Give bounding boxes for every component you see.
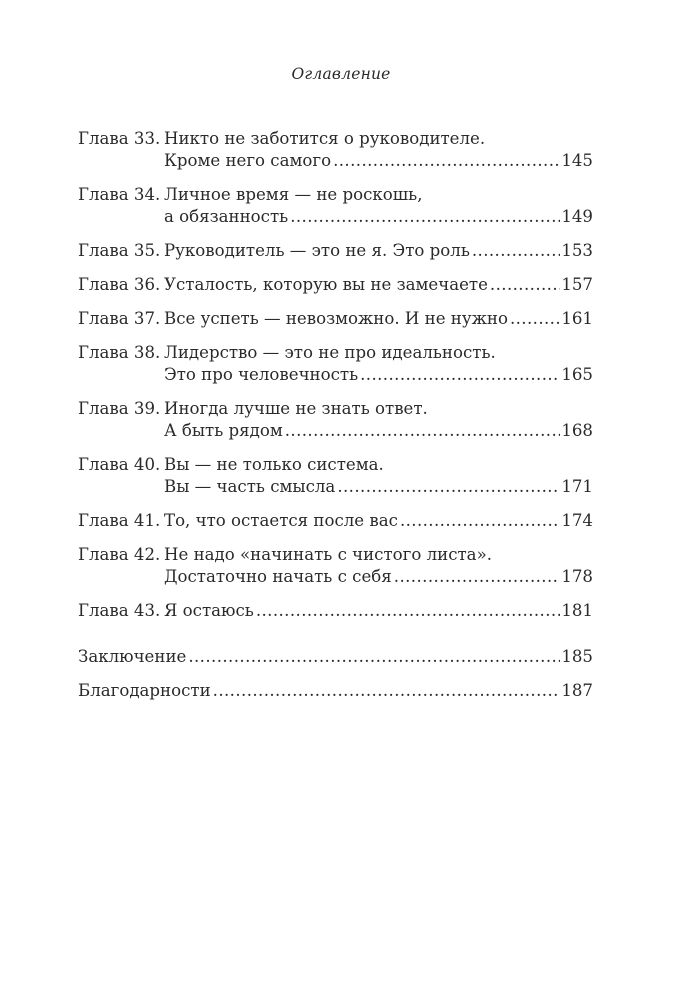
toc-entry: [78, 544, 593, 588]
toc-entry-conclusion: [78, 646, 593, 668]
dot-leader: [400, 510, 560, 532]
chapter-title: Достаточно начать с себя: [164, 567, 392, 586]
chapter-title: а обязанность: [164, 207, 289, 226]
chapter-number: Глава 39.: [78, 399, 161, 418]
toc-entry: [78, 454, 593, 498]
chapter-title: Иногда лучше не знать ответ.: [164, 399, 428, 418]
running-head: Оглавление: [291, 65, 391, 83]
toc-entry: [78, 510, 593, 532]
dot-leader: [285, 420, 561, 442]
chapter-title: Вы — часть смысла: [164, 477, 336, 496]
page-number: 185: [561, 647, 593, 666]
dot-leader: [360, 364, 560, 386]
page-number: 149: [561, 207, 593, 226]
dot-leader: [213, 680, 561, 702]
chapter-number: Глава 38.: [78, 343, 161, 362]
dot-leader: [256, 600, 561, 622]
chapter-number: Глава 40.: [78, 455, 161, 474]
toc-entry: [78, 128, 593, 172]
toc-entry: [78, 342, 593, 386]
chapter-title: Вы — не только система.: [164, 455, 384, 474]
chapter-title: Усталость, которую вы не замечаете: [164, 275, 488, 294]
dot-leader: [290, 206, 560, 228]
toc-entry: [78, 274, 593, 296]
page-number: 165: [561, 365, 593, 384]
page-number: 187: [561, 681, 593, 700]
dot-leader: [394, 566, 561, 588]
toc-entry: [78, 398, 593, 442]
dot-leader: [333, 150, 560, 172]
toc-entry: [78, 308, 593, 330]
chapter-title: А быть рядом: [164, 421, 283, 440]
dot-leader: [188, 646, 560, 668]
page-number: 181: [561, 601, 593, 620]
chapter-title: Руководитель — это не я. Это роль: [164, 241, 470, 260]
section-title: Заключение: [78, 647, 187, 666]
toc-entry: [78, 240, 593, 262]
chapter-number: Глава 43.: [78, 601, 161, 620]
dot-leader: [490, 274, 560, 296]
chapter-number: Глава 33.: [78, 129, 161, 148]
chapter-title: То, что остается после вас: [164, 511, 398, 530]
chapter-title: Лидерство — это не про идеальность.: [164, 343, 496, 362]
chapter-title: Все успеть — невозможно. И не нужно: [164, 309, 508, 328]
chapter-number: Глава 35.: [78, 241, 161, 260]
toc-entry-acknowledgements: [78, 680, 593, 702]
page-number: 171: [561, 477, 593, 496]
section-title: Благодарности: [78, 681, 211, 700]
chapter-title: Личное время — не роскошь,: [164, 185, 423, 204]
chapter-title: Это про человечность: [164, 365, 359, 384]
chapter-number: Глава 42.: [78, 545, 161, 564]
chapter-number: Глава 36.: [78, 275, 161, 294]
chapter-title: Не надо «начинать с чистого листа».: [164, 545, 492, 564]
page-number: 161: [561, 309, 593, 328]
page-number: 145: [561, 151, 593, 170]
dot-leader: [510, 308, 560, 330]
page-number: 153: [561, 241, 593, 260]
chapter-number: Глава 41.: [78, 511, 161, 530]
chapter-title: Кроме него самого: [164, 151, 332, 170]
page-number: 174: [561, 511, 593, 530]
dot-leader: [472, 240, 560, 262]
toc-entry: [78, 184, 593, 228]
toc-entry: [78, 600, 593, 622]
table-of-contents: [78, 128, 593, 702]
chapter-number: Глава 37.: [78, 309, 161, 328]
chapter-number: Глава 34.: [78, 185, 161, 204]
page-number: 168: [561, 421, 593, 440]
page-number: 157: [561, 275, 593, 294]
chapter-title: Я остаюсь: [164, 601, 254, 620]
page-number: 178: [561, 567, 593, 586]
chapter-title: Никто не заботится о руководителе.: [164, 129, 486, 148]
dot-leader: [337, 476, 560, 498]
